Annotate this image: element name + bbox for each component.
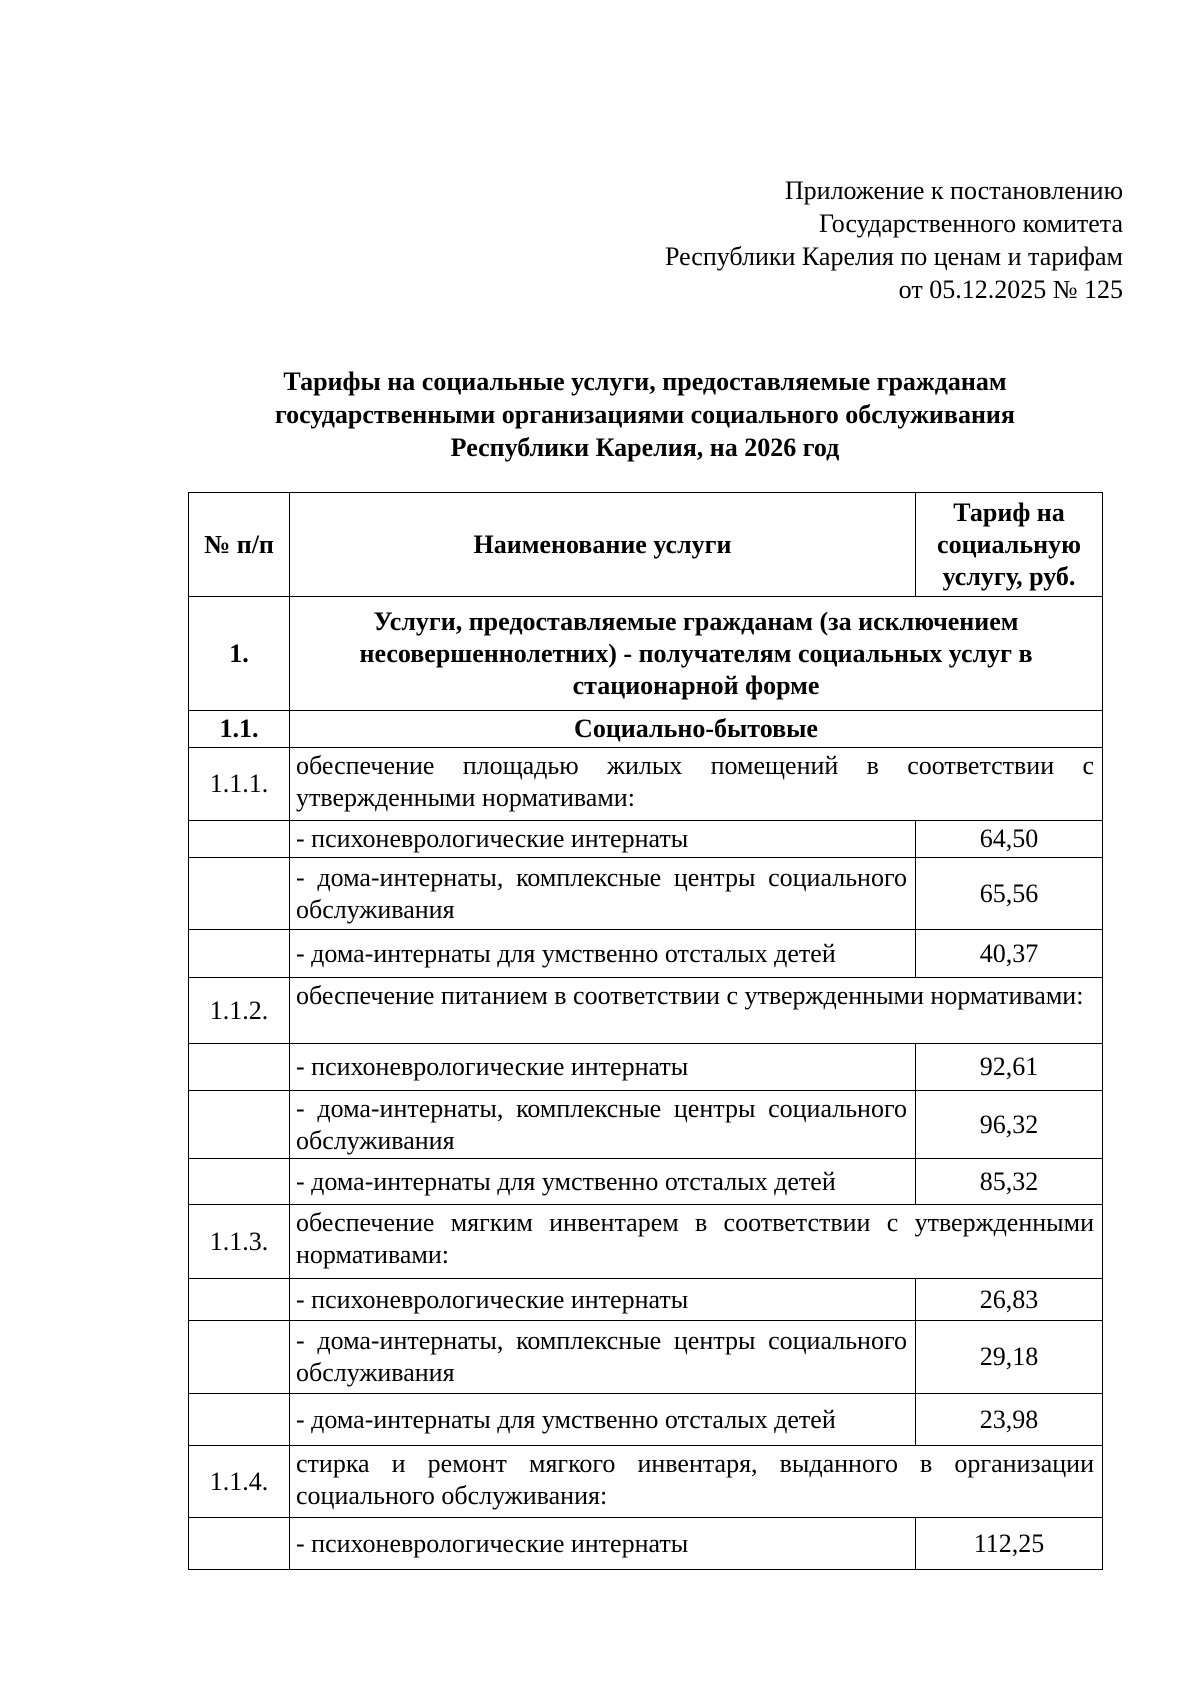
group-row xyxy=(189,748,1103,821)
table-row xyxy=(189,1159,1103,1205)
document-title xyxy=(190,365,1100,464)
item-tariff-value: 85,32 xyxy=(916,1159,1103,1205)
appendix-line: от 05.12.2025 № 125 xyxy=(898,275,1123,304)
empty-num-cell xyxy=(189,1044,290,1091)
appendix-line: Республики Карелия по ценам и тарифам xyxy=(664,242,1123,271)
title-line: Тарифы на социальные услуги, предоставляемые гражданам xyxy=(283,367,1007,396)
group-num: 1.1.3. xyxy=(189,1205,290,1279)
item-tariff-value: 112,25 xyxy=(916,1518,1103,1570)
table-row xyxy=(189,930,1103,978)
subsection-num: 1.1. xyxy=(189,711,290,748)
table-row xyxy=(189,1518,1103,1570)
group-name: обеспечение площадью жилых помещений в соответствии с утвержденными нормативами: xyxy=(290,748,1103,821)
appendix-block xyxy=(665,174,1123,306)
item-name: - дома-интернаты, комплексные центры социального обслуживания xyxy=(290,858,916,930)
section-name: Услуги, предоставляемые гражданам (за исключением несовершеннолетних) - получателям социальных услуг в стационарной форме xyxy=(290,597,1103,711)
group-name: обеспечение питанием в соответствии с утвержденными нормативами: xyxy=(290,978,1103,1044)
empty-num-cell xyxy=(189,930,290,978)
item-name: - дома-интернаты для умственно отсталых детей xyxy=(290,1159,916,1205)
table-row xyxy=(189,1279,1103,1321)
item-tariff-value: 29,18 xyxy=(916,1321,1103,1394)
item-tariff-value: 26,83 xyxy=(916,1279,1103,1321)
item-name: - психоневрологические интернаты xyxy=(290,1044,916,1091)
table-row xyxy=(189,821,1103,858)
group-name: обеспечение мягким инвентарем в соответствии с утвержденными нормативами: xyxy=(290,1205,1103,1279)
table-row xyxy=(189,1394,1103,1446)
header-name: Наименование услуги xyxy=(290,493,916,597)
item-tariff-value: 40,37 xyxy=(916,930,1103,978)
item-name: - психоневрологические интернаты xyxy=(290,821,916,858)
empty-num-cell xyxy=(189,1159,290,1205)
appendix-line: Приложение к постановлению xyxy=(784,176,1123,205)
item-name: - дома-интернаты для умственно отсталых детей xyxy=(290,1394,916,1446)
header-tariff: Тариф на социальную услугу, руб. xyxy=(916,493,1103,597)
group-name: стирка и ремонт мягкого инвентаря, выданного в организации социального обслуживания: xyxy=(290,1446,1103,1518)
empty-num-cell xyxy=(189,1394,290,1446)
group-row xyxy=(189,978,1103,1044)
empty-num-cell xyxy=(189,821,290,858)
item-tariff-value: 96,32 xyxy=(916,1091,1103,1159)
tariffs-table xyxy=(188,492,1103,1570)
item-tariff-value: 65,56 xyxy=(916,858,1103,930)
item-tariff-value: 92,61 xyxy=(916,1044,1103,1091)
item-tariff-value: 23,98 xyxy=(916,1394,1103,1446)
appendix-line: Государственного комитета xyxy=(819,209,1123,238)
group-row xyxy=(189,1446,1103,1518)
empty-num-cell xyxy=(189,1279,290,1321)
group-num: 1.1.1. xyxy=(189,748,290,821)
group-num: 1.1.2. xyxy=(189,978,290,1044)
group-row xyxy=(189,1205,1103,1279)
item-name: - психоневрологические интернаты xyxy=(290,1279,916,1321)
item-name: - дома-интернаты, комплексные центры социального обслуживания xyxy=(290,1091,916,1159)
table-header-row xyxy=(189,493,1103,597)
table-row xyxy=(189,1091,1103,1159)
section-row xyxy=(189,597,1103,711)
section-num: 1. xyxy=(189,597,290,711)
title-line: государственными организациями социального обслуживания xyxy=(275,400,1015,429)
table-row xyxy=(189,858,1103,930)
title-line: Республики Карелия, на 2026 год xyxy=(450,433,840,462)
empty-num-cell xyxy=(189,1091,290,1159)
item-name: - дома-интернаты, комплексные центры социального обслуживания xyxy=(290,1321,916,1394)
subsection-row xyxy=(189,711,1103,748)
subsection-name: Социально-бытовые xyxy=(290,711,1103,748)
table-row xyxy=(189,1044,1103,1091)
table-row xyxy=(189,1321,1103,1394)
group-num: 1.1.4. xyxy=(189,1446,290,1518)
item-name: - дома-интернаты для умственно отсталых детей xyxy=(290,930,916,978)
item-name: - психоневрологические интернаты xyxy=(290,1518,916,1570)
item-tariff-value: 64,50 xyxy=(916,821,1103,858)
empty-num-cell xyxy=(189,1321,290,1394)
empty-num-cell xyxy=(189,858,290,930)
empty-num-cell xyxy=(189,1518,290,1570)
header-num: № п/п xyxy=(189,493,290,597)
